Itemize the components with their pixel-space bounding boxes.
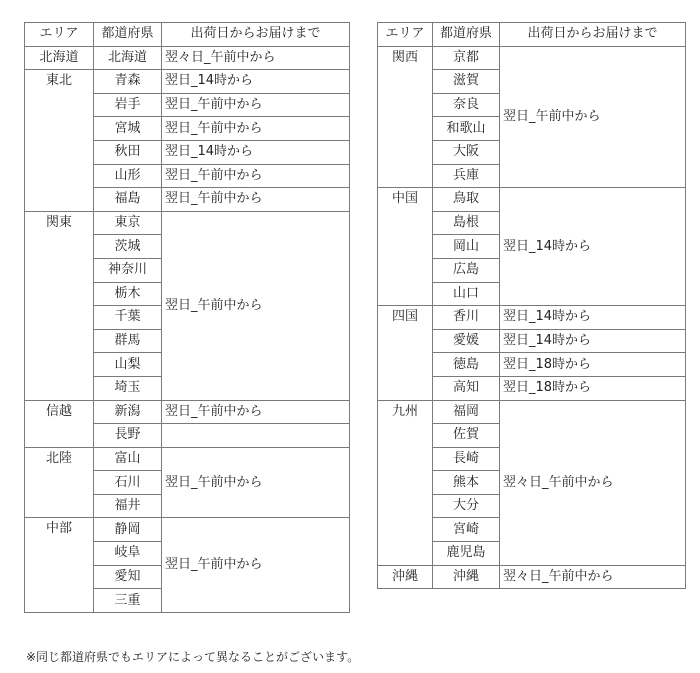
prefecture-cell: 福島 (94, 188, 162, 212)
shipping-cell: 翌日_午前中から (500, 46, 686, 188)
table-row (378, 188, 686, 212)
prefecture-cell: 山形 (94, 164, 162, 188)
header-area: エリア (378, 23, 433, 47)
prefecture-cell: 兵庫 (433, 164, 500, 188)
table-row (25, 400, 350, 424)
prefecture-cell: 静岡 (94, 518, 162, 542)
area-cell: 九州 (378, 400, 433, 565)
prefecture-cell: 茨城 (94, 235, 162, 259)
table-row (25, 70, 350, 94)
shipping-cell (162, 424, 350, 448)
table-row (25, 211, 350, 235)
prefecture-cell: 栃木 (94, 282, 162, 306)
area-cell: 沖縄 (378, 565, 433, 589)
prefecture-cell: 岡山 (433, 235, 500, 259)
shipping-cell: 翌日_14時から (500, 329, 686, 353)
shipping-cell: 翌日_午前中から (162, 117, 350, 141)
prefecture-cell: 徳島 (433, 353, 500, 377)
header-prefecture: 都道府県 (94, 23, 162, 47)
prefecture-cell: 岐阜 (94, 542, 162, 566)
prefecture-cell: 宮城 (94, 117, 162, 141)
header-area: エリア (25, 23, 94, 47)
prefecture-cell: 沖縄 (433, 565, 500, 589)
prefecture-cell: 北海道 (94, 46, 162, 70)
header-prefecture: 都道府県 (433, 23, 500, 47)
prefecture-cell: 石川 (94, 471, 162, 495)
shipping-cell: 翌日_午前中から (162, 164, 350, 188)
prefecture-cell: 群馬 (94, 329, 162, 353)
area-cell: 信越 (25, 400, 94, 447)
prefecture-cell: 東京 (94, 211, 162, 235)
prefecture-cell: 愛知 (94, 565, 162, 589)
table-row (378, 306, 686, 330)
shipping-cell: 翌日_午前中から (162, 188, 350, 212)
area-cell: 東北 (25, 70, 94, 212)
table-row (378, 565, 686, 589)
area-cell: 中部 (25, 518, 94, 612)
shipping-cell: 翌日_午前中から (162, 93, 350, 117)
prefecture-cell: 奈良 (433, 93, 500, 117)
shipping-cell: 翌日_14時から (162, 140, 350, 164)
prefecture-cell: 香川 (433, 306, 500, 330)
shipping-cell: 翌日_午前中から (162, 518, 350, 612)
prefecture-cell: 青森 (94, 70, 162, 94)
header-shipping: 出荷日からお届けまで (162, 23, 350, 47)
area-cell: 関西 (378, 46, 433, 188)
area-cell: 北陸 (25, 447, 94, 518)
prefecture-cell: 千葉 (94, 306, 162, 330)
prefecture-cell: 宮崎 (433, 518, 500, 542)
shipping-cell: 翌日_14時から (500, 188, 686, 306)
prefecture-cell: 和歌山 (433, 117, 500, 141)
table-row (25, 46, 350, 70)
header-shipping: 出荷日からお届けまで (500, 23, 686, 47)
prefecture-cell: 岩手 (94, 93, 162, 117)
prefecture-cell: 神奈川 (94, 258, 162, 282)
prefecture-cell: 鳥取 (433, 188, 500, 212)
area-cell: 北海道 (25, 46, 94, 70)
table-row (378, 46, 686, 70)
prefecture-cell: 山口 (433, 282, 500, 306)
shipping-cell: 翌日_14時から (162, 70, 350, 94)
prefecture-cell: 滋賀 (433, 70, 500, 94)
shipping-cell: 翌々日_午前中から (500, 400, 686, 565)
area-cell: 中国 (378, 188, 433, 306)
prefecture-cell: 長野 (94, 424, 162, 448)
table-row (378, 400, 686, 424)
shipping-cell: 翌日_18時から (500, 353, 686, 377)
prefecture-cell: 高知 (433, 376, 500, 400)
shipping-cell: 翌日_18時から (500, 376, 686, 400)
shipping-cell: 翌日_午前中から (162, 211, 350, 400)
prefecture-cell: 三重 (94, 589, 162, 613)
shipping-table-left (24, 22, 350, 613)
footnote: ※同じ都道府県でもエリアによって異なることがございます。 (26, 650, 360, 664)
prefecture-cell: 広島 (433, 258, 500, 282)
prefecture-cell: 長崎 (433, 447, 500, 471)
prefecture-cell: 福井 (94, 494, 162, 518)
prefecture-cell: 富山 (94, 447, 162, 471)
prefecture-cell: 福岡 (433, 400, 500, 424)
area-cell: 四国 (378, 306, 433, 400)
shipping-table-right (377, 22, 686, 589)
shipping-cell: 翌々日_午前中から (162, 46, 350, 70)
prefecture-cell: 島根 (433, 211, 500, 235)
table-row (25, 518, 350, 542)
prefecture-cell: 秋田 (94, 140, 162, 164)
prefecture-cell: 埼玉 (94, 376, 162, 400)
prefecture-cell: 大分 (433, 494, 500, 518)
shipping-cell: 翌日_午前中から (162, 400, 350, 424)
shipping-cell: 翌日_午前中から (162, 447, 350, 518)
table-row (25, 447, 350, 471)
prefecture-cell: 新潟 (94, 400, 162, 424)
prefecture-cell: 鹿児島 (433, 542, 500, 566)
shipping-cell: 翌々日_午前中から (500, 565, 686, 589)
prefecture-cell: 京都 (433, 46, 500, 70)
prefecture-cell: 佐賀 (433, 424, 500, 448)
prefecture-cell: 愛媛 (433, 329, 500, 353)
prefecture-cell: 山梨 (94, 353, 162, 377)
area-cell: 関東 (25, 211, 94, 400)
shipping-cell: 翌日_14時から (500, 306, 686, 330)
prefecture-cell: 熊本 (433, 471, 500, 495)
prefecture-cell: 大阪 (433, 140, 500, 164)
